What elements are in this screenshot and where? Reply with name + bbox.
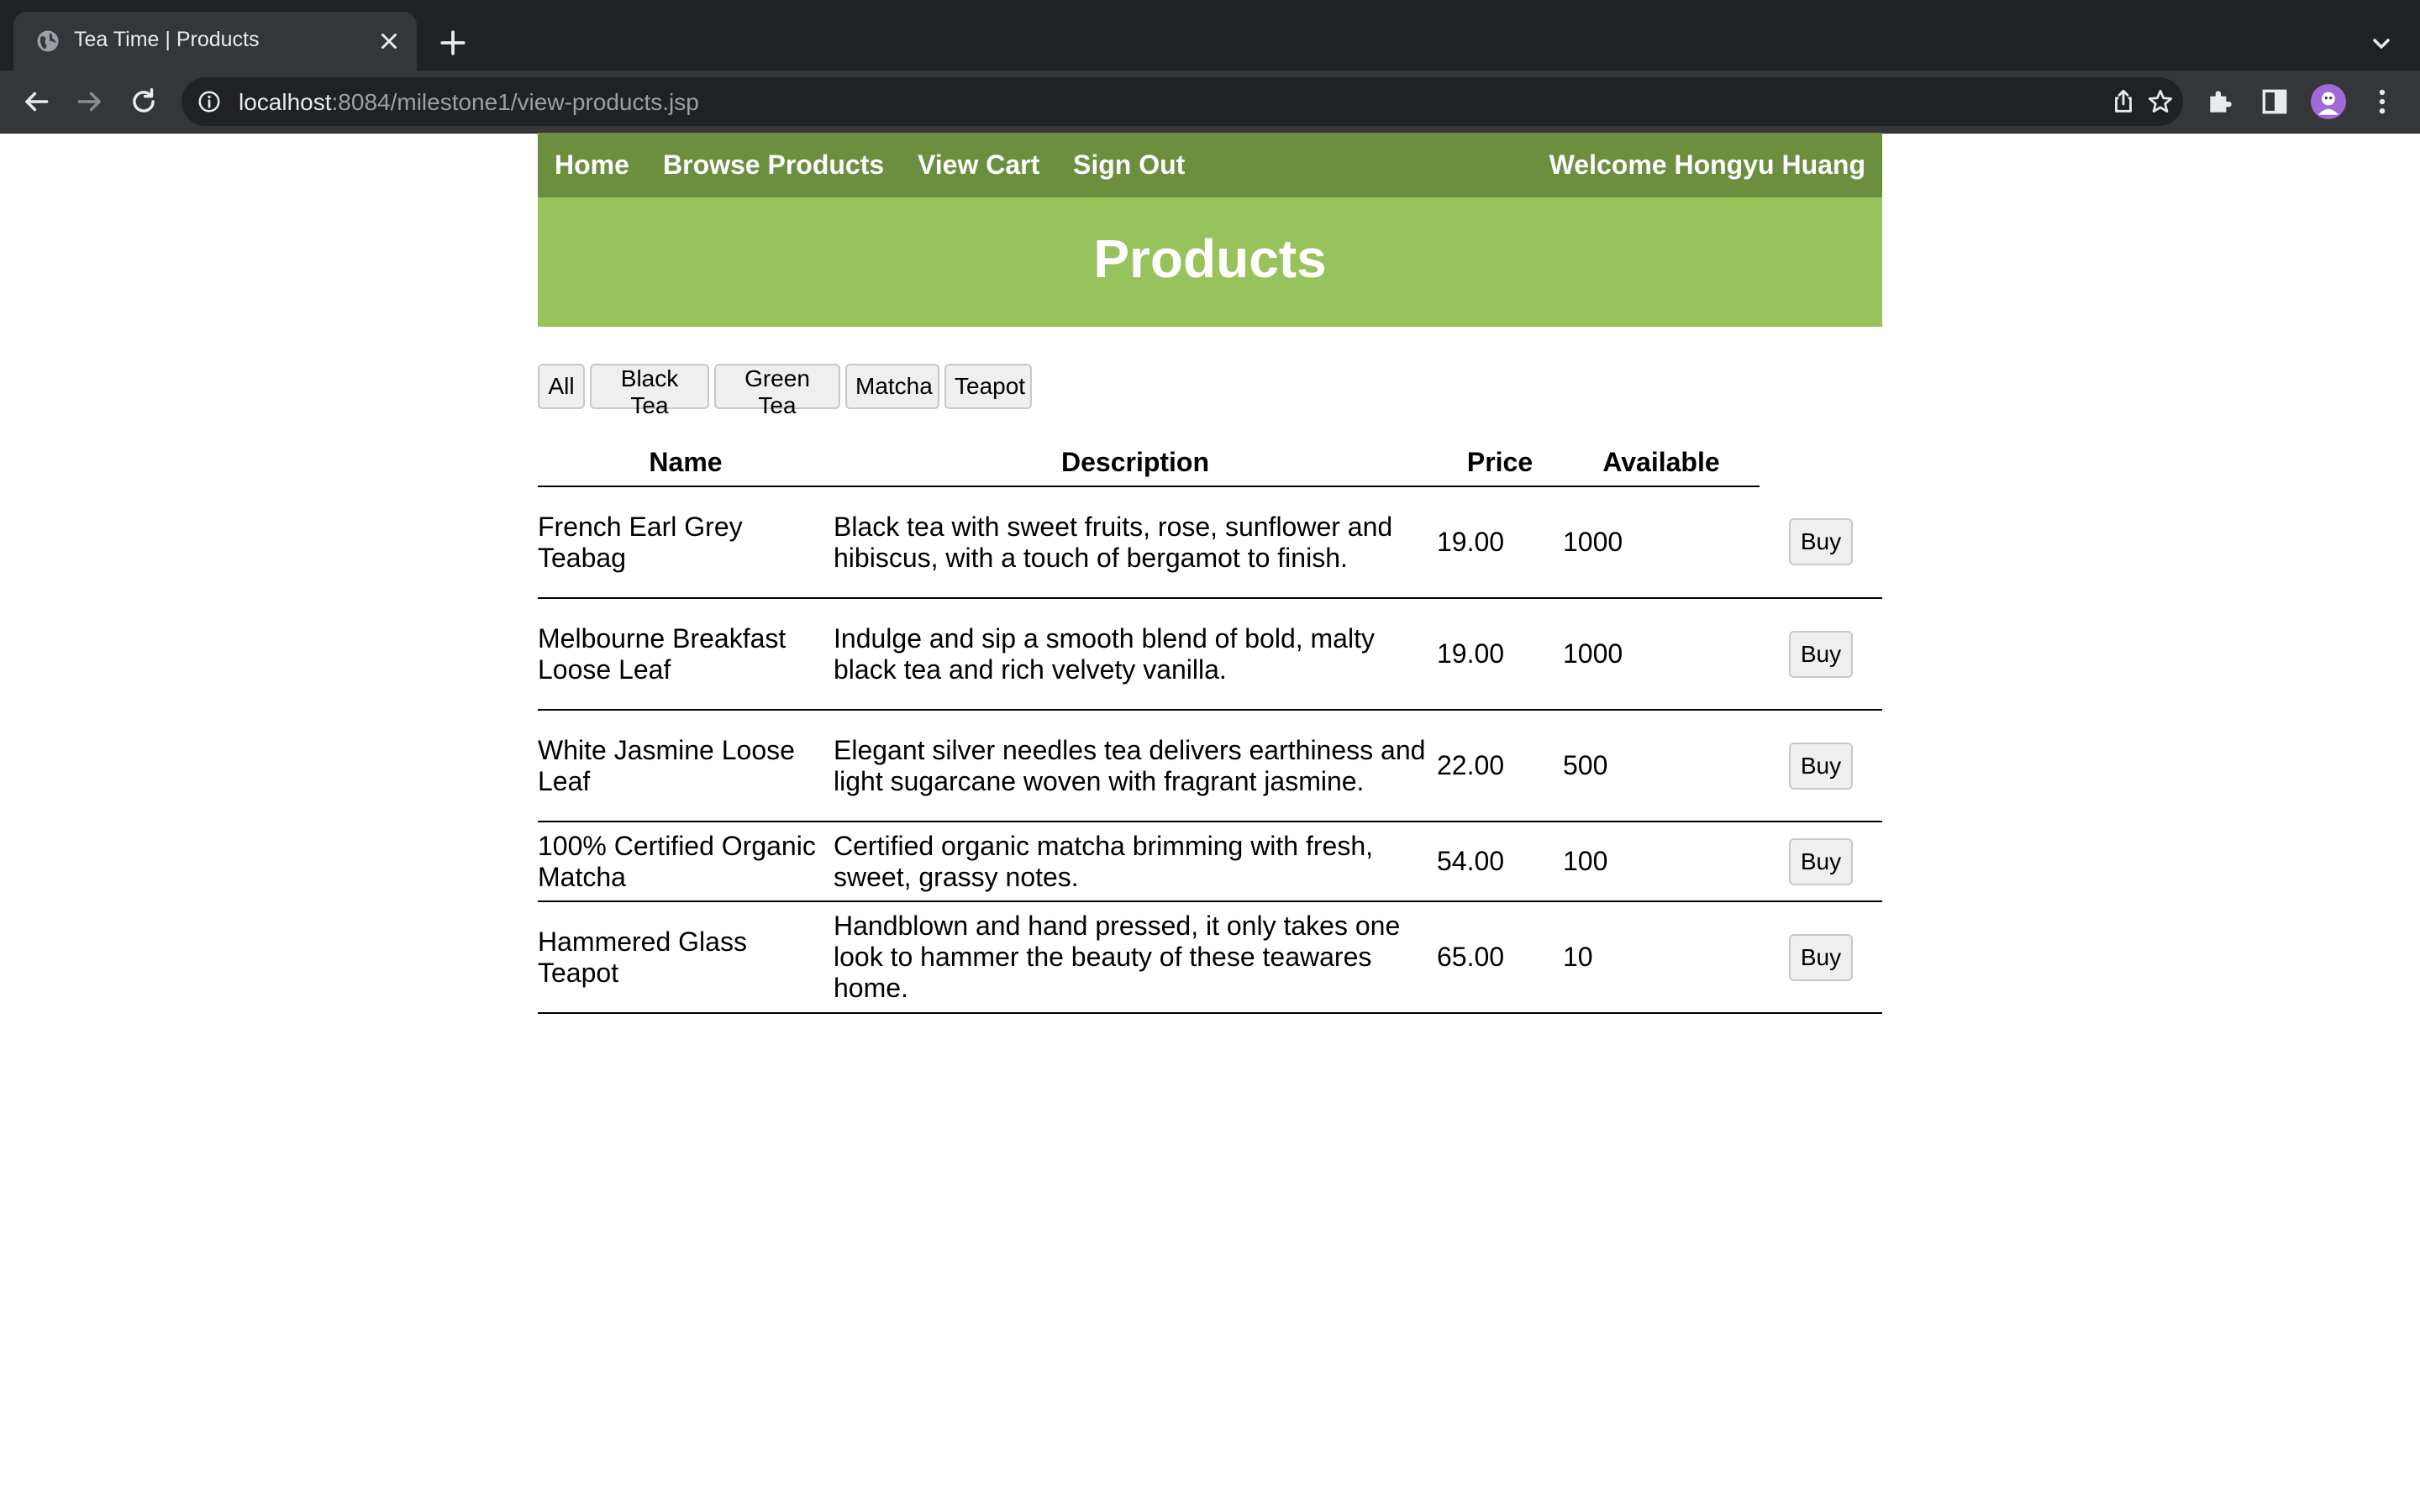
- product-price: 19.00: [1437, 598, 1563, 710]
- product-description: Handblown and hand pressed, it only takes one look to hammer the beauty of these teawares home.: [834, 901, 1437, 1013]
- browser-toolbar: [0, 71, 2420, 134]
- buy-cell: [1760, 901, 1882, 1013]
- kebab-menu-icon[interactable]: [2366, 86, 2398, 118]
- forward-arrow-icon[interactable]: [74, 86, 106, 118]
- product-available: 100: [1563, 822, 1760, 901]
- filter-matcha-button[interactable]: Matcha: [845, 364, 939, 409]
- buy-cell: [1760, 710, 1882, 822]
- table-header-row: [538, 438, 1882, 486]
- buy-cell: [1760, 486, 1882, 598]
- side-panel-icon[interactable]: [2259, 86, 2291, 118]
- profile-icon: [2311, 84, 2346, 119]
- buy-button[interactable]: Buy: [1789, 631, 1853, 678]
- filter-all-button[interactable]: All: [538, 364, 585, 409]
- nav-view-cart-link[interactable]: View Cart: [918, 150, 1040, 180]
- buy-cell: [1760, 598, 1882, 710]
- filter-teapot-button[interactable]: Teapot: [944, 364, 1032, 409]
- column-header-name: Name: [538, 438, 834, 486]
- page-content: [538, 133, 1882, 1003]
- table-row: [538, 822, 1882, 901]
- top-navbar: [538, 133, 1882, 197]
- url-host: localhost: [239, 89, 332, 115]
- tab-title: Tea Time | Products: [74, 28, 260, 51]
- table-row: [538, 598, 1882, 710]
- buy-button[interactable]: Buy: [1789, 838, 1853, 885]
- products-table: [538, 438, 1882, 1014]
- buy-button[interactable]: Buy: [1789, 934, 1853, 981]
- product-name: Melbourne Breakfast Loose Leaf: [538, 598, 834, 710]
- new-tab-plus-icon[interactable]: [437, 27, 469, 59]
- product-price: 22.00: [1437, 710, 1563, 822]
- filter-black-tea-button[interactable]: Black Tea: [590, 364, 709, 409]
- nav-browse-products-link[interactable]: Browse Products: [663, 150, 885, 180]
- product-description: Certified organic matcha brimming with fresh, sweet, grassy notes.: [834, 822, 1437, 901]
- browser-tabstrip: [0, 0, 2420, 71]
- reload-icon[interactable]: [128, 86, 160, 118]
- welcome-message: Welcome Hongyu Huang: [1549, 150, 1865, 180]
- table-row: [538, 901, 1882, 1013]
- column-header-action: [1760, 438, 1882, 486]
- buy-button[interactable]: Buy: [1789, 743, 1853, 790]
- product-available: 10: [1563, 901, 1760, 1013]
- url-path: :8084/milestone1/view-products.jsp: [331, 89, 699, 115]
- filter-green-tea-button[interactable]: Green Tea: [714, 364, 840, 409]
- product-description: Elegant silver needles tea delivers earthiness and light sugarcane woven with fragrant jasmine.: [834, 710, 1437, 822]
- product-description: Indulge and sip a smooth blend of bold, malty black tea and rich velvety vanilla.: [834, 598, 1437, 710]
- product-price: 65.00: [1437, 901, 1563, 1013]
- close-icon[interactable]: [376, 29, 402, 54]
- column-header-description: Description: [834, 438, 1437, 486]
- product-name: 100% Certified Organic Matcha: [538, 822, 834, 901]
- table-row: [538, 486, 1882, 598]
- back-arrow-icon[interactable]: [20, 86, 52, 118]
- extensions-puzzle-icon[interactable]: [2205, 86, 2237, 118]
- product-name: White Jasmine Loose Leaf: [538, 710, 834, 822]
- profile-avatar[interactable]: [2311, 84, 2346, 119]
- product-available: 500: [1563, 710, 1760, 822]
- column-header-available: Available: [1563, 438, 1760, 486]
- page-header-banner: [538, 197, 1882, 327]
- product-price: 54.00: [1437, 822, 1563, 901]
- table-row: [538, 710, 1882, 822]
- product-description: Black tea with sweet fruits, rose, sunflower and hibiscus, with a touch of bergamot to finish.: [834, 486, 1437, 598]
- chevron-down-icon[interactable]: [2368, 30, 2395, 57]
- star-bookmark-icon[interactable]: [2146, 87, 2175, 116]
- product-name: French Earl Grey Teabag: [538, 486, 834, 598]
- column-header-price: Price: [1437, 438, 1563, 486]
- category-filters: [538, 364, 1882, 418]
- globe-icon: [35, 29, 60, 54]
- product-name: Hammered Glass Teapot: [538, 901, 834, 1013]
- product-price: 19.00: [1437, 486, 1563, 598]
- browser-tab[interactable]: [13, 12, 417, 71]
- url-text[interactable]: [239, 89, 699, 116]
- info-icon[interactable]: [197, 89, 222, 114]
- nav-home-link[interactable]: Home: [555, 150, 629, 180]
- address-bar[interactable]: [182, 77, 2183, 126]
- share-icon[interactable]: [2109, 87, 2138, 116]
- nav-sign-out-link[interactable]: Sign Out: [1073, 150, 1186, 180]
- buy-cell: [1760, 822, 1882, 901]
- buy-button[interactable]: Buy: [1789, 518, 1853, 565]
- product-available: 1000: [1563, 486, 1760, 598]
- page-title: Products: [1093, 228, 1327, 289]
- product-available: 1000: [1563, 598, 1760, 710]
